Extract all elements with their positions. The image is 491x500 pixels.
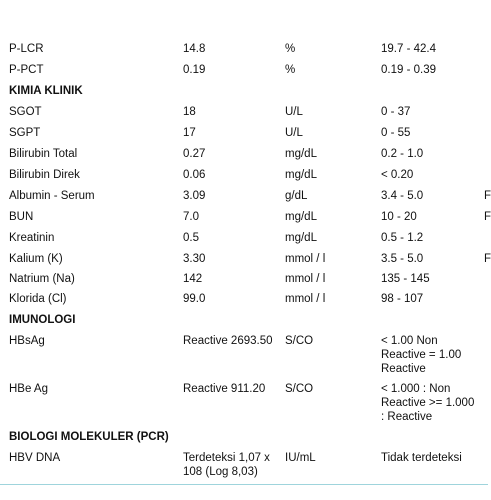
test-value: Reactive 2693.50 [183, 335, 273, 347]
test-reference: 19.7 - 42.4 [381, 43, 436, 55]
test-name: HBsAg [9, 335, 45, 347]
test-value: 18 [183, 106, 196, 118]
test-value: 0.19 [183, 64, 206, 76]
test-name: Bilirubin Direk [9, 169, 80, 181]
test-unit: % [285, 43, 296, 55]
test-name: SGOT [9, 106, 42, 118]
test-reference: 0.5 - 1.2 [381, 232, 424, 244]
test-reference: 0.2 - 1.0 [381, 148, 424, 160]
test-value: Reactive 911.20 [183, 383, 266, 395]
test-reference: 3.5 - 5.0 [381, 253, 424, 265]
test-name: P-PCT [9, 64, 44, 76]
test-unit: U/L [285, 127, 303, 139]
test-unit: % [285, 64, 296, 76]
result-row-klorida [0, 292, 488, 312]
test-reference: < 0.20 [381, 169, 414, 181]
test-reference: 10 - 20 [381, 211, 417, 223]
bottom-divider [0, 484, 488, 485]
test-name: HBe Ag [9, 383, 48, 395]
result-row-albumin-serum [0, 189, 491, 209]
result-row-p-lcr [0, 42, 488, 62]
test-name: BUN [9, 211, 34, 223]
test-unit: S/CO [285, 335, 314, 347]
section-title: KIMIA KLINIK [9, 85, 83, 97]
result-row-bilirubin-total [0, 147, 488, 167]
test-unit: U/L [285, 106, 303, 118]
test-unit: S/CO [285, 383, 314, 395]
result-row-hbsag [0, 334, 488, 378]
test-value: 7.0 [183, 211, 199, 223]
section-header-imunologi [0, 313, 488, 333]
test-reference: 135 - 145 [381, 273, 430, 285]
section-title: BIOLOGI MOLEKULER (PCR) [9, 431, 169, 443]
test-unit: mg/dL [285, 148, 317, 160]
result-row-sgpt [0, 126, 488, 146]
test-flag: F [484, 253, 491, 265]
result-row-p-pct [0, 63, 488, 83]
result-row-natrium [0, 272, 488, 292]
test-name: HBV DNA [9, 452, 61, 464]
test-reference: < 1.000 : Non Reactive >= 1.000 : Reactive [381, 383, 475, 423]
test-unit: mg/dL [285, 211, 317, 223]
test-value: 0.5 [183, 232, 199, 244]
test-name: Kalium (K) [9, 253, 63, 265]
test-unit: mmol / l [285, 253, 326, 265]
test-unit: mmol / l [285, 273, 326, 285]
test-reference: Tidak terdeteksi [381, 452, 462, 464]
test-value: 142 [183, 273, 203, 285]
result-row-kalium [0, 252, 491, 272]
test-reference: 0 - 55 [381, 127, 411, 139]
test-name: Natrium (Na) [9, 273, 75, 285]
section-header-kimia-klinik [0, 84, 488, 104]
test-flag: F [484, 190, 491, 202]
test-value: 3.30 [183, 253, 206, 265]
test-name: Klorida (Cl) [9, 293, 67, 305]
test-name: SGPT [9, 127, 41, 139]
test-value: Terdeteksi 1,07 x 108 (Log 8,03) [183, 452, 270, 478]
test-name: P-LCR [9, 43, 44, 55]
test-name: Albumin - Serum [9, 190, 95, 202]
test-unit: mg/dL [285, 169, 317, 181]
test-reference: 98 - 107 [381, 293, 424, 305]
test-reference: 0.19 - 0.39 [381, 64, 436, 76]
test-unit: mmol / l [285, 293, 326, 305]
result-row-bun [0, 210, 491, 230]
test-value: 99.0 [183, 293, 206, 305]
test-unit: g/dL [285, 190, 308, 202]
test-flag: F [484, 211, 491, 223]
result-row-sgot [0, 105, 488, 125]
test-reference: 3.4 - 5.0 [381, 190, 424, 202]
test-unit: mg/dL [285, 232, 317, 244]
result-row-kreatinin [0, 231, 488, 251]
test-value: 0.06 [183, 169, 206, 181]
section-header-biologi-molekuler [0, 430, 488, 450]
section-title: IMUNOLOGI [9, 314, 76, 326]
test-value: 17 [183, 127, 196, 139]
test-reference: 0 - 37 [381, 106, 411, 118]
test-value: 14.8 [183, 43, 206, 55]
test-name: Kreatinin [9, 232, 55, 244]
result-row-hbe-ag [0, 382, 488, 426]
result-row-hbv-dna [0, 451, 488, 481]
test-value: 3.09 [183, 190, 206, 202]
result-row-bilirubin-direk [0, 168, 488, 188]
test-reference: < 1.00 Non Reactive = 1.00 Reactive [381, 335, 462, 375]
test-value: 0.27 [183, 148, 206, 160]
test-name: Bilirubin Total [9, 148, 78, 160]
test-unit: IU/mL [285, 452, 316, 464]
